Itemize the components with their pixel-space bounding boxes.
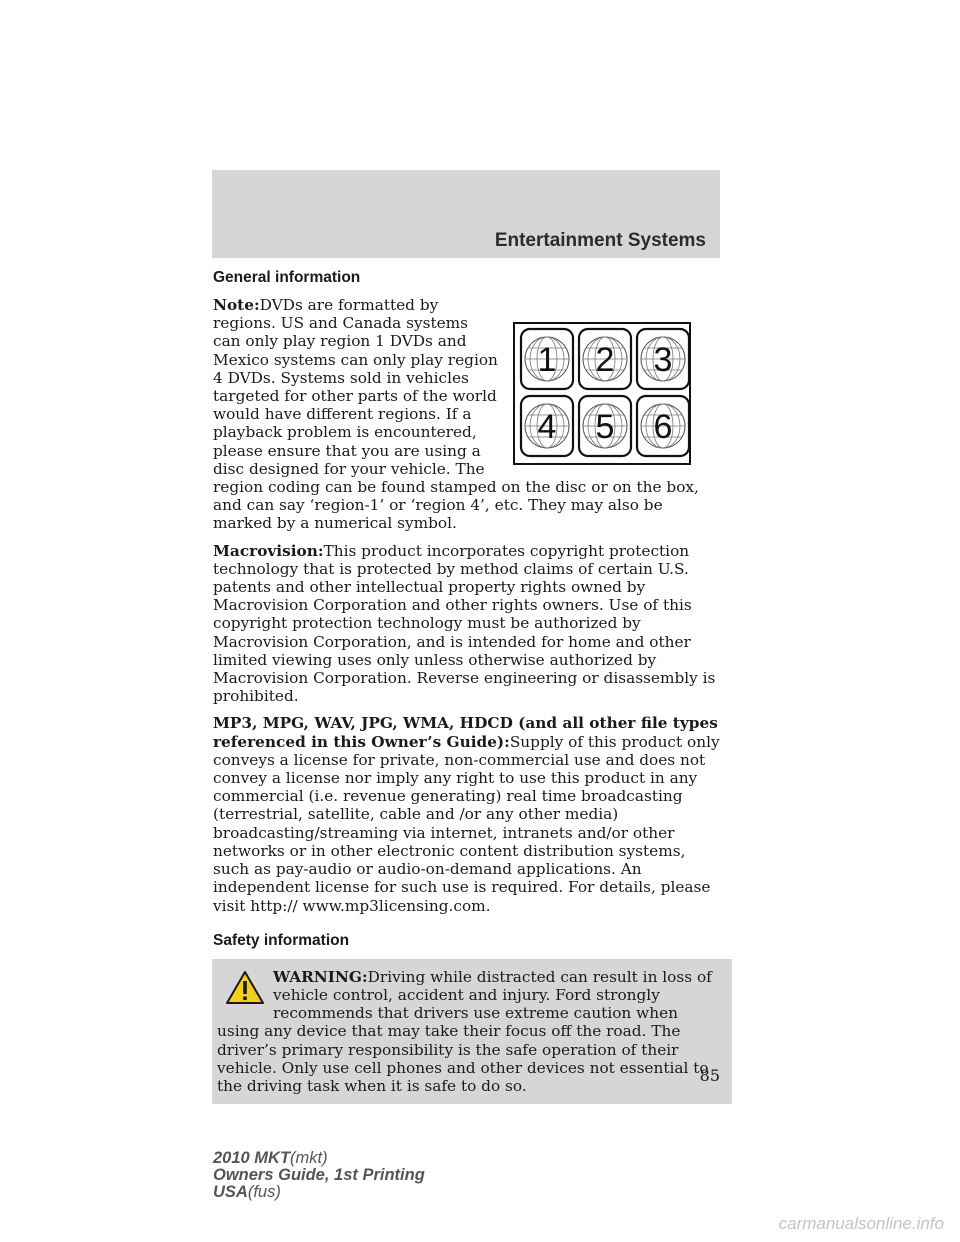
region-3-globe (637, 329, 689, 389)
region-number-label: 6 (653, 408, 673, 446)
page-content (213, 268, 723, 1104)
mp3-license-text: Supply of this product only conveys a license for private, non-commercial use and does not convey a license nor imply any right to use this product in any commercial (i.e. revenue generating) real time broadcasting (terrestrial, satellite, cable and /or any other media) broadcasting/streaming via internet, intranets and/or other networks or in other electronic content distribution systems, such as pay-audio or audio-on-demand applications. An independent license for such use is required. For details, please visit http:// www.mp3licensing.com. (213, 732, 720, 915)
document-footer (213, 1150, 425, 1201)
footer-market: USA (213, 1183, 248, 1201)
macrovision-text: This product incorporates copyright protection technology that is protected by method claims of certain U.S. patents and other intellectual property rights owned by Macrovision Corporation and other rights owners. Use of this copyright protection technology must be authorized by Macrovision Corporation, and is intended for home and other limited viewing uses only unless otherwise authorized by Macrovision Corporation. Reverse engineering or disassembly is prohibited. (213, 541, 716, 706)
region-2-globe (579, 329, 631, 389)
page-number: 85 (699, 1066, 720, 1085)
region-number-label: 2 (595, 341, 615, 379)
mp3-license-label: MP3, MPG, WAV, JPG, WMA, HDCD (and all other file types referenced in this Owner’s Guide): (213, 714, 718, 751)
region-number-label: 5 (595, 408, 615, 446)
warning-label: WARNING: (273, 967, 368, 986)
footer-market-code: (fus) (247, 1183, 281, 1201)
footer-model-code: (mkt) (290, 1149, 328, 1167)
dvd-region-codes-figure (513, 322, 691, 465)
macrovision-paragraph (213, 542, 723, 706)
region-globes-graphic (515, 324, 689, 463)
region-number-label: 3 (653, 341, 673, 379)
region-6-globe (637, 396, 689, 456)
note-text: DVDs are formatted by regions. US and Canada systems can only play region 1 DVDs and Mexico systems can only play region 4 DVDs. Systems sold in vehicles targeted for other parts of the world would have different regions. If a playback problem is encountered, please ensure that you are using a disc designed for your vehicle. The region coding can be found stamped on the disc or on the box, and can say ‘region-1’ or ‘region 4’, etc. They may also be marked by a numerical symbol. (213, 296, 699, 533)
region-number-label: 1 (537, 341, 557, 379)
mp3-license-paragraph (213, 714, 723, 914)
footer-model: 2010 MKT (213, 1149, 291, 1167)
region-number-label: 4 (537, 408, 557, 446)
macrovision-label: Macrovision: (213, 541, 324, 560)
section-title: Entertainment Systems (494, 230, 706, 251)
general-information-heading: General information (213, 269, 361, 286)
warning-box (212, 959, 732, 1104)
warning-text: Driving while distracted can result in loss of vehicle control, accident and injury. Ford strongly recommends that drivers use extreme caution when using any device that may take their focus off the road. The driver’s primary responsibility is the safe operation of their vehicle. Only use cell phones and other devices not essential to the driving task when it is safe to do so. (217, 967, 712, 1095)
footer-printing: Owners Guide, 1st Printing (213, 1166, 425, 1184)
watermark: carmanualsonline.info (778, 1214, 944, 1233)
section-header-band (212, 170, 720, 258)
region-1-globe (521, 329, 573, 389)
safety-information-heading: Safety information (213, 931, 350, 949)
warning-triangle-icon (225, 970, 265, 1006)
warning-paragraph (217, 968, 724, 1095)
region-5-globe (579, 396, 631, 456)
note-label: Note: (213, 296, 260, 314)
region-4-globe (521, 396, 573, 456)
